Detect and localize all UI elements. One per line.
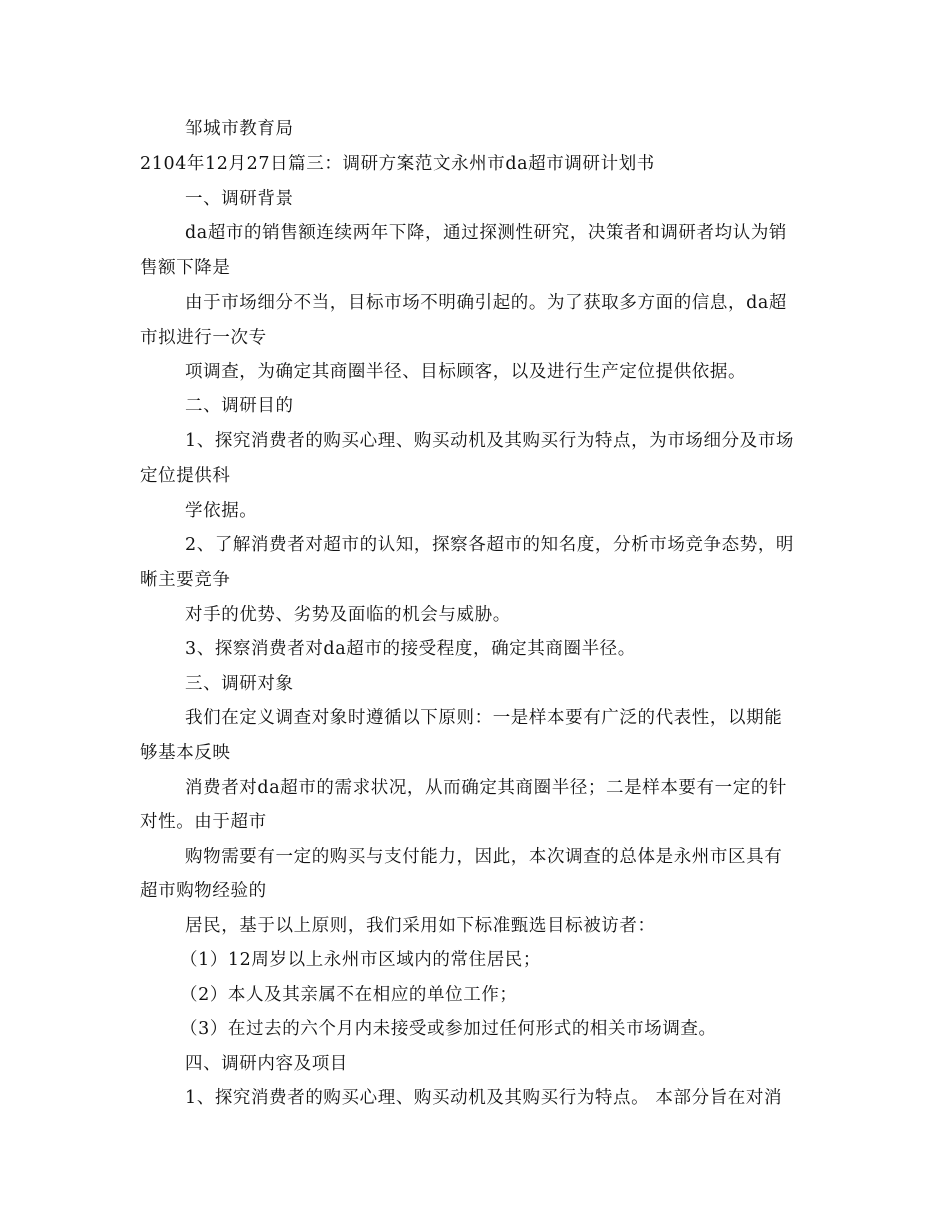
list-item: （1）12周岁以上永州市区域内的常住居民；	[180, 950, 542, 970]
text-line: 1、探究消费者的购买心理、购买动机及其购买行为特点，为市场细分及市场	[185, 431, 795, 451]
list-item: （3）在过去的六个月内未接受或参加过任何形式的相关市场调查。	[180, 1019, 717, 1039]
text-line: 居民，基于以上原则，我们采用如下标准甄选目标被访者：	[185, 916, 656, 936]
text-line: 由于市场细分不当，目标市场不明确引起的。为了获取多方面的信息，da超	[185, 293, 788, 313]
text-line: 2、了解消费者对超市的认知，探察各超市的知名度，分析市场竞争态势，明	[185, 535, 795, 555]
list-item: （2）本人及其亲属不在相应的单位工作；	[180, 985, 518, 1005]
text-line: 购物需要有一定的购买与支付能力，因此，本次调查的总体是永州市区具有	[185, 847, 783, 867]
section-heading: 三、调研对象	[185, 674, 294, 694]
text-line: 够基本反映	[140, 743, 231, 763]
text-line: 晰主要竞争	[140, 570, 231, 590]
text-line: 售额下降是	[140, 258, 231, 278]
text-line: 1、探究消费者的购买心理、购买动机及其购买行为特点。 本部分旨在对消	[185, 1088, 783, 1108]
text-line: 消费者对da超市的需求状况，从而确定其商圈半径；二是样本要有一定的针	[185, 778, 788, 798]
text-line: 对性。由于超市	[140, 812, 267, 832]
section-heading: 四、调研内容及项目	[185, 1054, 348, 1074]
text-line: 我们在定义调查对象时遵循以下原则：一是样本要有广泛的代表性，以期能	[185, 708, 783, 728]
text-line: 项调查，为确定其商圈半径、目标顾客，以及进行生产定位提供依据。	[185, 362, 747, 382]
text-line: 学依据。	[185, 501, 258, 521]
text-line: 2104年12月27日篇三：调研方案范文永州市da超市调研计划书	[140, 154, 655, 174]
text-line: 邹城市教育局	[185, 119, 294, 139]
text-line: 超市购物经验的	[140, 881, 267, 901]
text-line: 市拟进行一次专	[140, 328, 267, 348]
text-line: 3、探察消费者对da超市的接受程度，确定其商圈半径。	[185, 639, 636, 659]
text-line: 对手的优势、劣势及面临的机会与威胁。	[185, 605, 511, 625]
section-heading: 二、调研目的	[185, 396, 294, 416]
section-heading: 一、调研背景	[185, 189, 294, 209]
text-line: da超市的销售额连续两年下降，通过探测性研究，决策者和调研者均认为销	[185, 223, 788, 243]
text-line: 定位提供科	[140, 466, 231, 486]
